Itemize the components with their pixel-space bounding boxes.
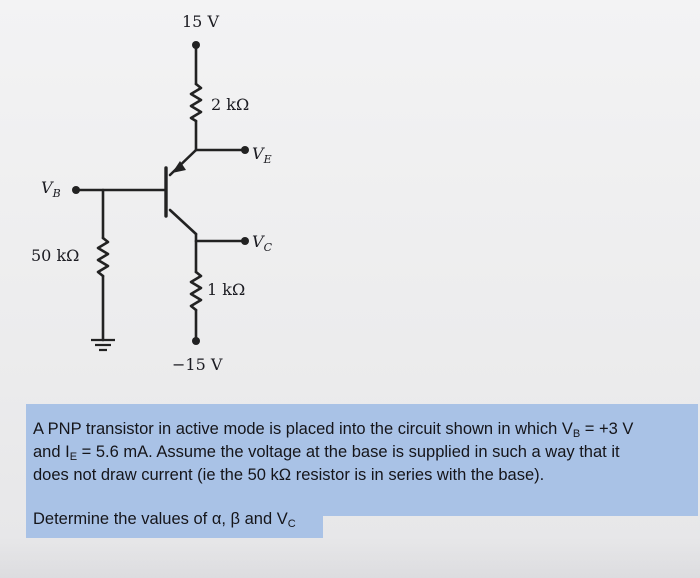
question-line-2: and $I_E = 5.6$ mA. Assume the voltage at the base is supplied in such a way that it xyxy=(33,443,620,463)
vb-terminal xyxy=(72,186,80,194)
label-vc: $V_C$ xyxy=(252,232,272,254)
supply-top-terminal xyxy=(192,41,200,49)
resistor-50k xyxy=(98,238,108,276)
photo-shading xyxy=(0,538,700,578)
vc-terminal xyxy=(241,237,249,245)
ve-terminal xyxy=(241,146,249,154)
label-resistor-2k: 2 kΩ xyxy=(211,95,250,114)
ground-icon xyxy=(91,340,115,350)
label-ve: $V_E$ xyxy=(252,144,272,166)
resistor-1k xyxy=(191,272,201,310)
label-resistor-50k: 50 kΩ xyxy=(31,246,80,265)
resistor-2k xyxy=(191,84,201,121)
label-supply-bottom: −15 V xyxy=(172,355,223,374)
supply-bottom-terminal xyxy=(192,337,200,345)
label-supply-top: 15 V xyxy=(182,12,219,31)
question-line-3: does not draw current (ie the 50 kΩ resistor is in series with the base). xyxy=(33,466,545,484)
question-line-4: Determine the values of α, β and $V_C$ xyxy=(33,510,296,530)
label-vb: $V_B$ xyxy=(41,178,61,200)
label-resistor-1k: 1 kΩ xyxy=(207,280,246,299)
question-line-1: A PNP transistor in active mode is placed into the circuit shown in which $V_B = +3$ V xyxy=(33,420,634,440)
collector-lead xyxy=(170,210,196,234)
